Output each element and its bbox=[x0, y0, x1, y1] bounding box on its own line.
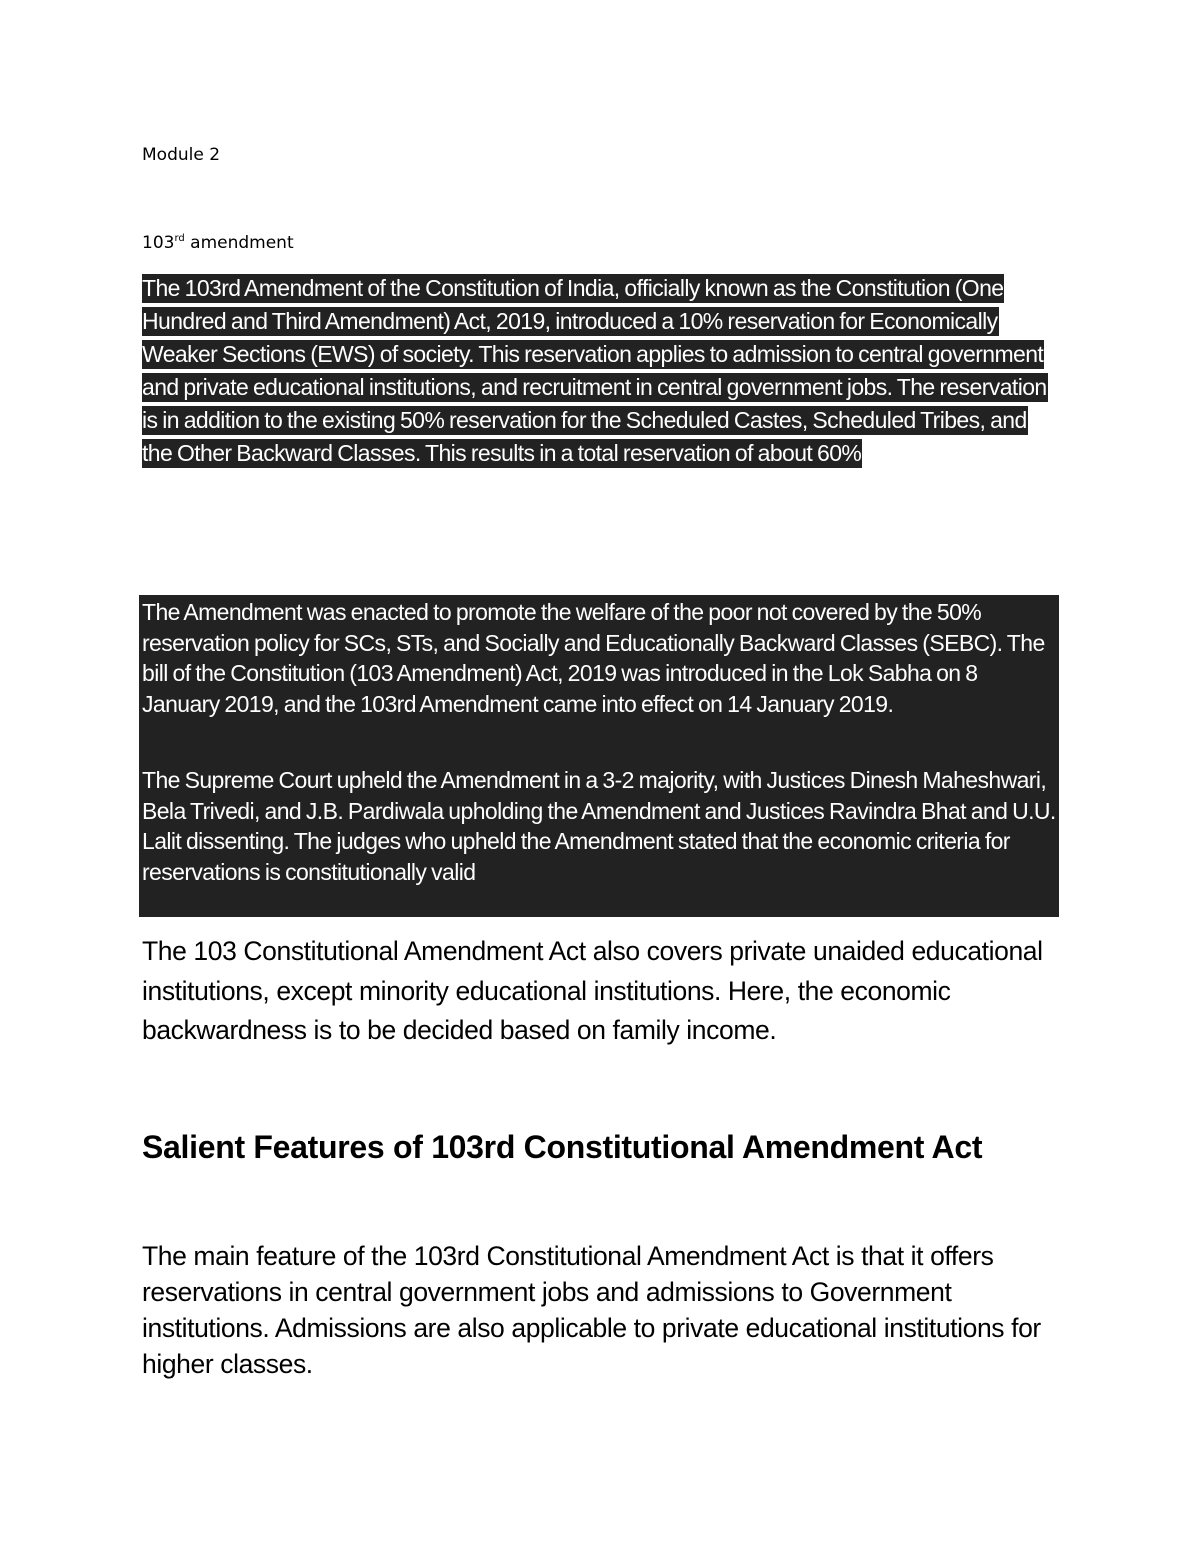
enactment-paragraph: The Amendment was enacted to promote the welfare of the poor not covered by the 50% reservation policy for SCs, STs, and Socially and Educationally Backward Classes (SEBC). The bill of the Constitution (103 Amendment) Act, 2019 was introduced in the Lok Sabha on 8 January 2019, and the 103rd Amendment came into effect on 14 January 2019. bbox=[142, 599, 1045, 717]
section-heading: Salient Features of 103rd Constitutional Amendment Act bbox=[142, 1129, 983, 1165]
intro-paragraph-text: The 103rd Amendment of the Constitution of India, officially known as the Constitution (One Hundred and Third Amendment) Act, 2019, introduced a 10% reservation for Economically Weaker Sections (EWS) of society. This reservation applies to admission to central government and private educational institutions, and recruitment in central government jobs. The reservation is in addition to the existing 50% reservation for the Scheduled Castes, Scheduled Tribes, and the Other Backward Classes. This results in a total reservation of about 60% bbox=[142, 275, 1047, 466]
private-institutions-paragraph: The 103 Constitutional Amendment Act also covers private unaided educational institutions, except minority educational institutions. Here, the economic backwardness is to be decided based on family income. bbox=[142, 936, 1043, 1045]
main-feature-paragraph: The main feature of the 103rd Constitutional Amendment Act is that it offers reservations in central government jobs and admissions to Government institutions. Admissions are also applicable to private educational institutions for higher classes. bbox=[142, 1241, 1041, 1379]
amendment-number: 103 bbox=[142, 233, 175, 253]
highlighted-intro-paragraph bbox=[142, 272, 1057, 470]
amendment-heading bbox=[142, 232, 294, 254]
amendment-ordinal-suffix: rd bbox=[174, 233, 185, 244]
supreme-court-paragraph: The Supreme Court upheld the Amendment in a 3-2 majority, with Justices Dinesh Maheshwari, Bela Trivedi, and J.B. Pardiwala upholding the Amendment and Justices Ravindra Bhat and U.U. Lalit dissenting. The judges who upheld the Amendment stated that the economic criteria for reservations is constitutionally valid bbox=[142, 767, 1056, 885]
amendment-heading-text: amendment bbox=[184, 233, 294, 253]
module-label: Module 2 bbox=[142, 145, 221, 165]
